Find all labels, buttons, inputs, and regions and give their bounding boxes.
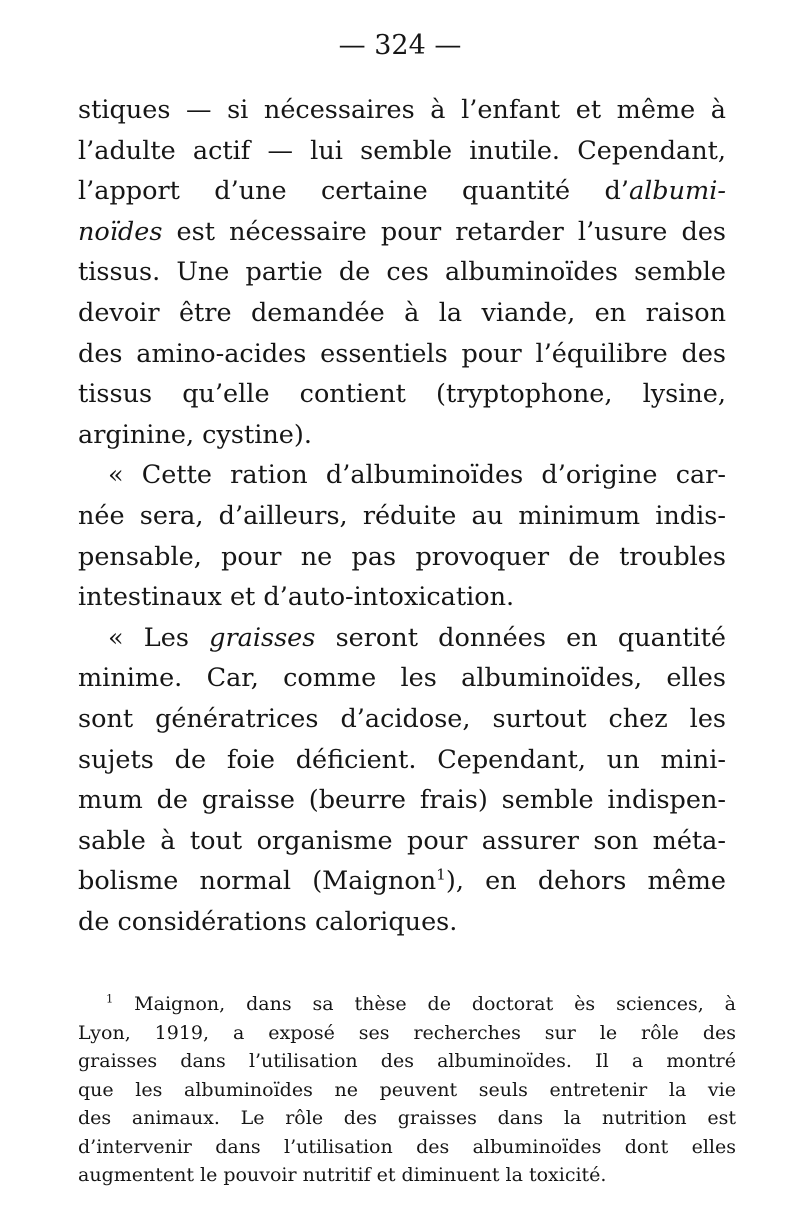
text-line — [78, 171, 726, 212]
footnote-marker: 1 — [106, 991, 114, 1006]
italic-term: albumi- — [628, 176, 726, 207]
italic-term: graisses — [209, 622, 316, 653]
text-line — [78, 131, 726, 172]
footnote — [78, 990, 736, 1190]
text-line — [78, 780, 726, 821]
line-text: mum de graisse (beurre frais) semble indispen- — [78, 785, 726, 816]
text-line — [78, 740, 726, 781]
line-text: ), en dehors même — [445, 866, 726, 897]
text-line — [78, 658, 726, 699]
line-text: tissus. Une partie de ces albuminoïdes semble — [78, 257, 726, 288]
footnote-line — [78, 1104, 736, 1133]
line-text: pensable, pour ne pas provoquer de troubles — [78, 541, 726, 572]
text-line — [78, 699, 726, 740]
line-text: « Cette ration d’albuminoïdes d’origine car- — [108, 460, 726, 491]
text-line — [78, 334, 726, 375]
footnote-text: graisses dans l’utilisation des albuminoïdes. Il a montré — [78, 1050, 736, 1072]
footnote-line — [78, 1047, 736, 1076]
text-line — [78, 374, 726, 415]
footnote-text: Lyon, 1919, a exposé ses recherches sur le rôle des — [78, 1021, 736, 1044]
line-text: l’apport d’une certaine quantité d’ — [78, 176, 629, 207]
footnote-reference: 1 — [436, 865, 446, 884]
body-text — [78, 90, 726, 942]
text-line — [78, 577, 726, 618]
line-text: tissus qu’elle contient (tryptophone, lysine, — [78, 379, 726, 410]
line-text: intestinaux et d’auto-intoxication. — [78, 582, 515, 613]
line-text: seront données en quantité — [315, 622, 726, 653]
line-text: de considérations caloriques. — [78, 906, 458, 937]
line-text: « Les — [108, 622, 210, 653]
footnote-line — [78, 1076, 736, 1105]
footnote-line — [78, 1161, 736, 1190]
footnote-text: Maignon, dans sa thèse de doctorat ès sciences, à — [113, 993, 736, 1015]
text-line — [78, 496, 726, 537]
footnote-line — [78, 990, 736, 1019]
page-number: — 324 — — [338, 30, 462, 61]
text-line — [78, 293, 726, 334]
line-text: sont génératrices d’acidose, surtout chez les — [78, 703, 726, 734]
line-text: née sera, d’ailleurs, réduite au minimum indis- — [78, 500, 726, 531]
line-text: sujets de foie déficient. Cependant, un mini- — [78, 744, 726, 775]
line-text: des amino-acides essentiels pour l’équilibre des — [78, 338, 726, 369]
footnote-text: que les albuminoïdes ne peuvent seuls entretenir la vie — [78, 1078, 736, 1101]
footnote-text: augmentent le pouvoir nutritif et diminuent la toxicité. — [78, 1164, 607, 1186]
text-line — [78, 252, 726, 293]
text-line — [78, 212, 726, 253]
italic-term: noïdes — [78, 216, 163, 247]
footnote-line — [78, 1133, 736, 1162]
footnote-text: des animaux. Le rôle des graisses dans la nutrition est — [78, 1107, 736, 1129]
text-line — [78, 902, 726, 943]
line-text: est nécessaire pour retarder l’usure des — [162, 216, 726, 247]
text-line — [78, 861, 726, 902]
line-text: devoir être demandée à la viande, en raison — [78, 297, 726, 328]
text-line — [78, 618, 726, 659]
line-text: sable à tout organisme pour assurer son méta- — [78, 825, 726, 856]
text-line — [78, 415, 726, 456]
text-line — [78, 537, 726, 578]
line-text: minime. Car, comme les albuminoïdes, elles — [78, 663, 726, 694]
line-text: arginine, cystine). — [78, 419, 312, 450]
line-text: bolisme normal (Maignon — [78, 866, 437, 897]
text-line — [78, 455, 726, 496]
footnote-line — [78, 1019, 736, 1048]
line-text: stiques — si nécessaires à l’enfant et même à — [78, 95, 726, 125]
line-text: l’adulte actif — lui semble inutile. Cependant, — [78, 135, 726, 166]
text-line — [78, 90, 726, 131]
text-line — [78, 821, 726, 862]
footnote-text: d’intervenir dans l’utilisation des albuminoïdes dont elles — [78, 1135, 736, 1158]
